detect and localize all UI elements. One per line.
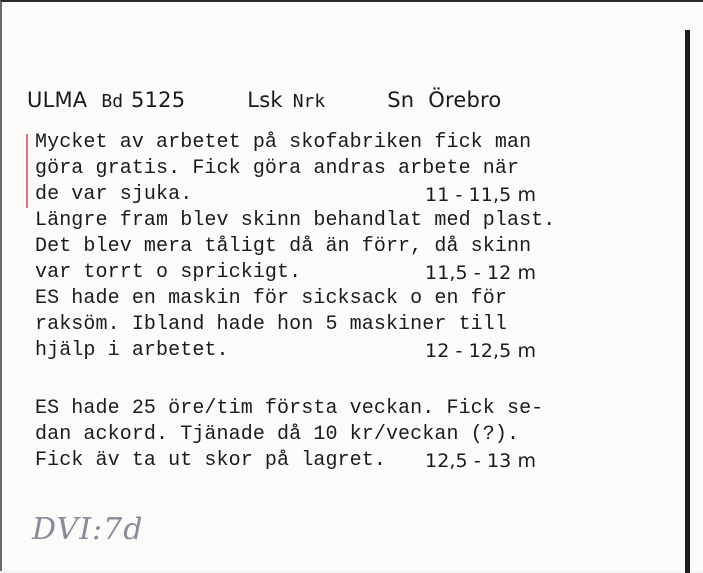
archive-code: ULMA [27, 88, 88, 112]
line-text: var torrt o sprickigt. [35, 261, 302, 284]
text-line [35, 156, 555, 182]
text-line [35, 182, 555, 208]
line-text: dan ackord. Tjänade då 10 kr/veckan (?). [35, 423, 520, 446]
time-mark: 12,5 - 13 m [425, 450, 537, 472]
time-mark: 11,5 - 12 m [425, 262, 537, 284]
line-text: göra gratis. Fick göra andras arbete när [35, 157, 520, 180]
bd-label: Bd [101, 91, 124, 112]
bd-number: 5125 [131, 88, 186, 112]
text-line [35, 234, 555, 260]
text-line [35, 130, 555, 156]
card-header [27, 88, 501, 112]
line-text: raksöm. Ibland hade hon 5 maskiner till [35, 313, 507, 336]
text-line [35, 338, 555, 364]
text-line [35, 396, 543, 422]
paragraph-1 [35, 130, 555, 364]
line-text: Längre fram blev skinn behandlat med plast. [35, 209, 556, 232]
time-mark: 11 - 11,5 m [425, 184, 537, 206]
line-text: Det blev mera tåligt då än förr, då skinn [35, 235, 532, 258]
line-text: Fick äv ta ut skor på lagret. [35, 449, 386, 472]
text-line [35, 286, 555, 312]
line-text: de var sjuka. [35, 183, 193, 206]
lsk-value: Nrk [292, 91, 326, 112]
archive-signature: DVI:7d [32, 512, 144, 547]
paragraph-2 [35, 396, 543, 474]
line-text: ES hade en maskin för sicksack o en för [35, 287, 507, 310]
line-text: Mycket av arbetet på skofabriken fick man [35, 131, 532, 154]
text-line [35, 448, 543, 474]
text-line [35, 260, 555, 286]
card-right-edge [685, 30, 690, 573]
line-text: hjälp i arbetet. [35, 339, 229, 362]
text-line [35, 208, 555, 234]
red-margin-mark [26, 134, 28, 208]
line-text: ES hade 25 öre/tim första veckan. Fick se- [35, 397, 544, 420]
time-mark: 12 - 12,5 m [425, 340, 537, 362]
text-line [35, 422, 543, 448]
sn-label: Sn [387, 88, 415, 112]
lsk-label: Lsk [247, 88, 283, 112]
sn-value: Örebro [428, 88, 502, 112]
text-line [35, 312, 555, 338]
